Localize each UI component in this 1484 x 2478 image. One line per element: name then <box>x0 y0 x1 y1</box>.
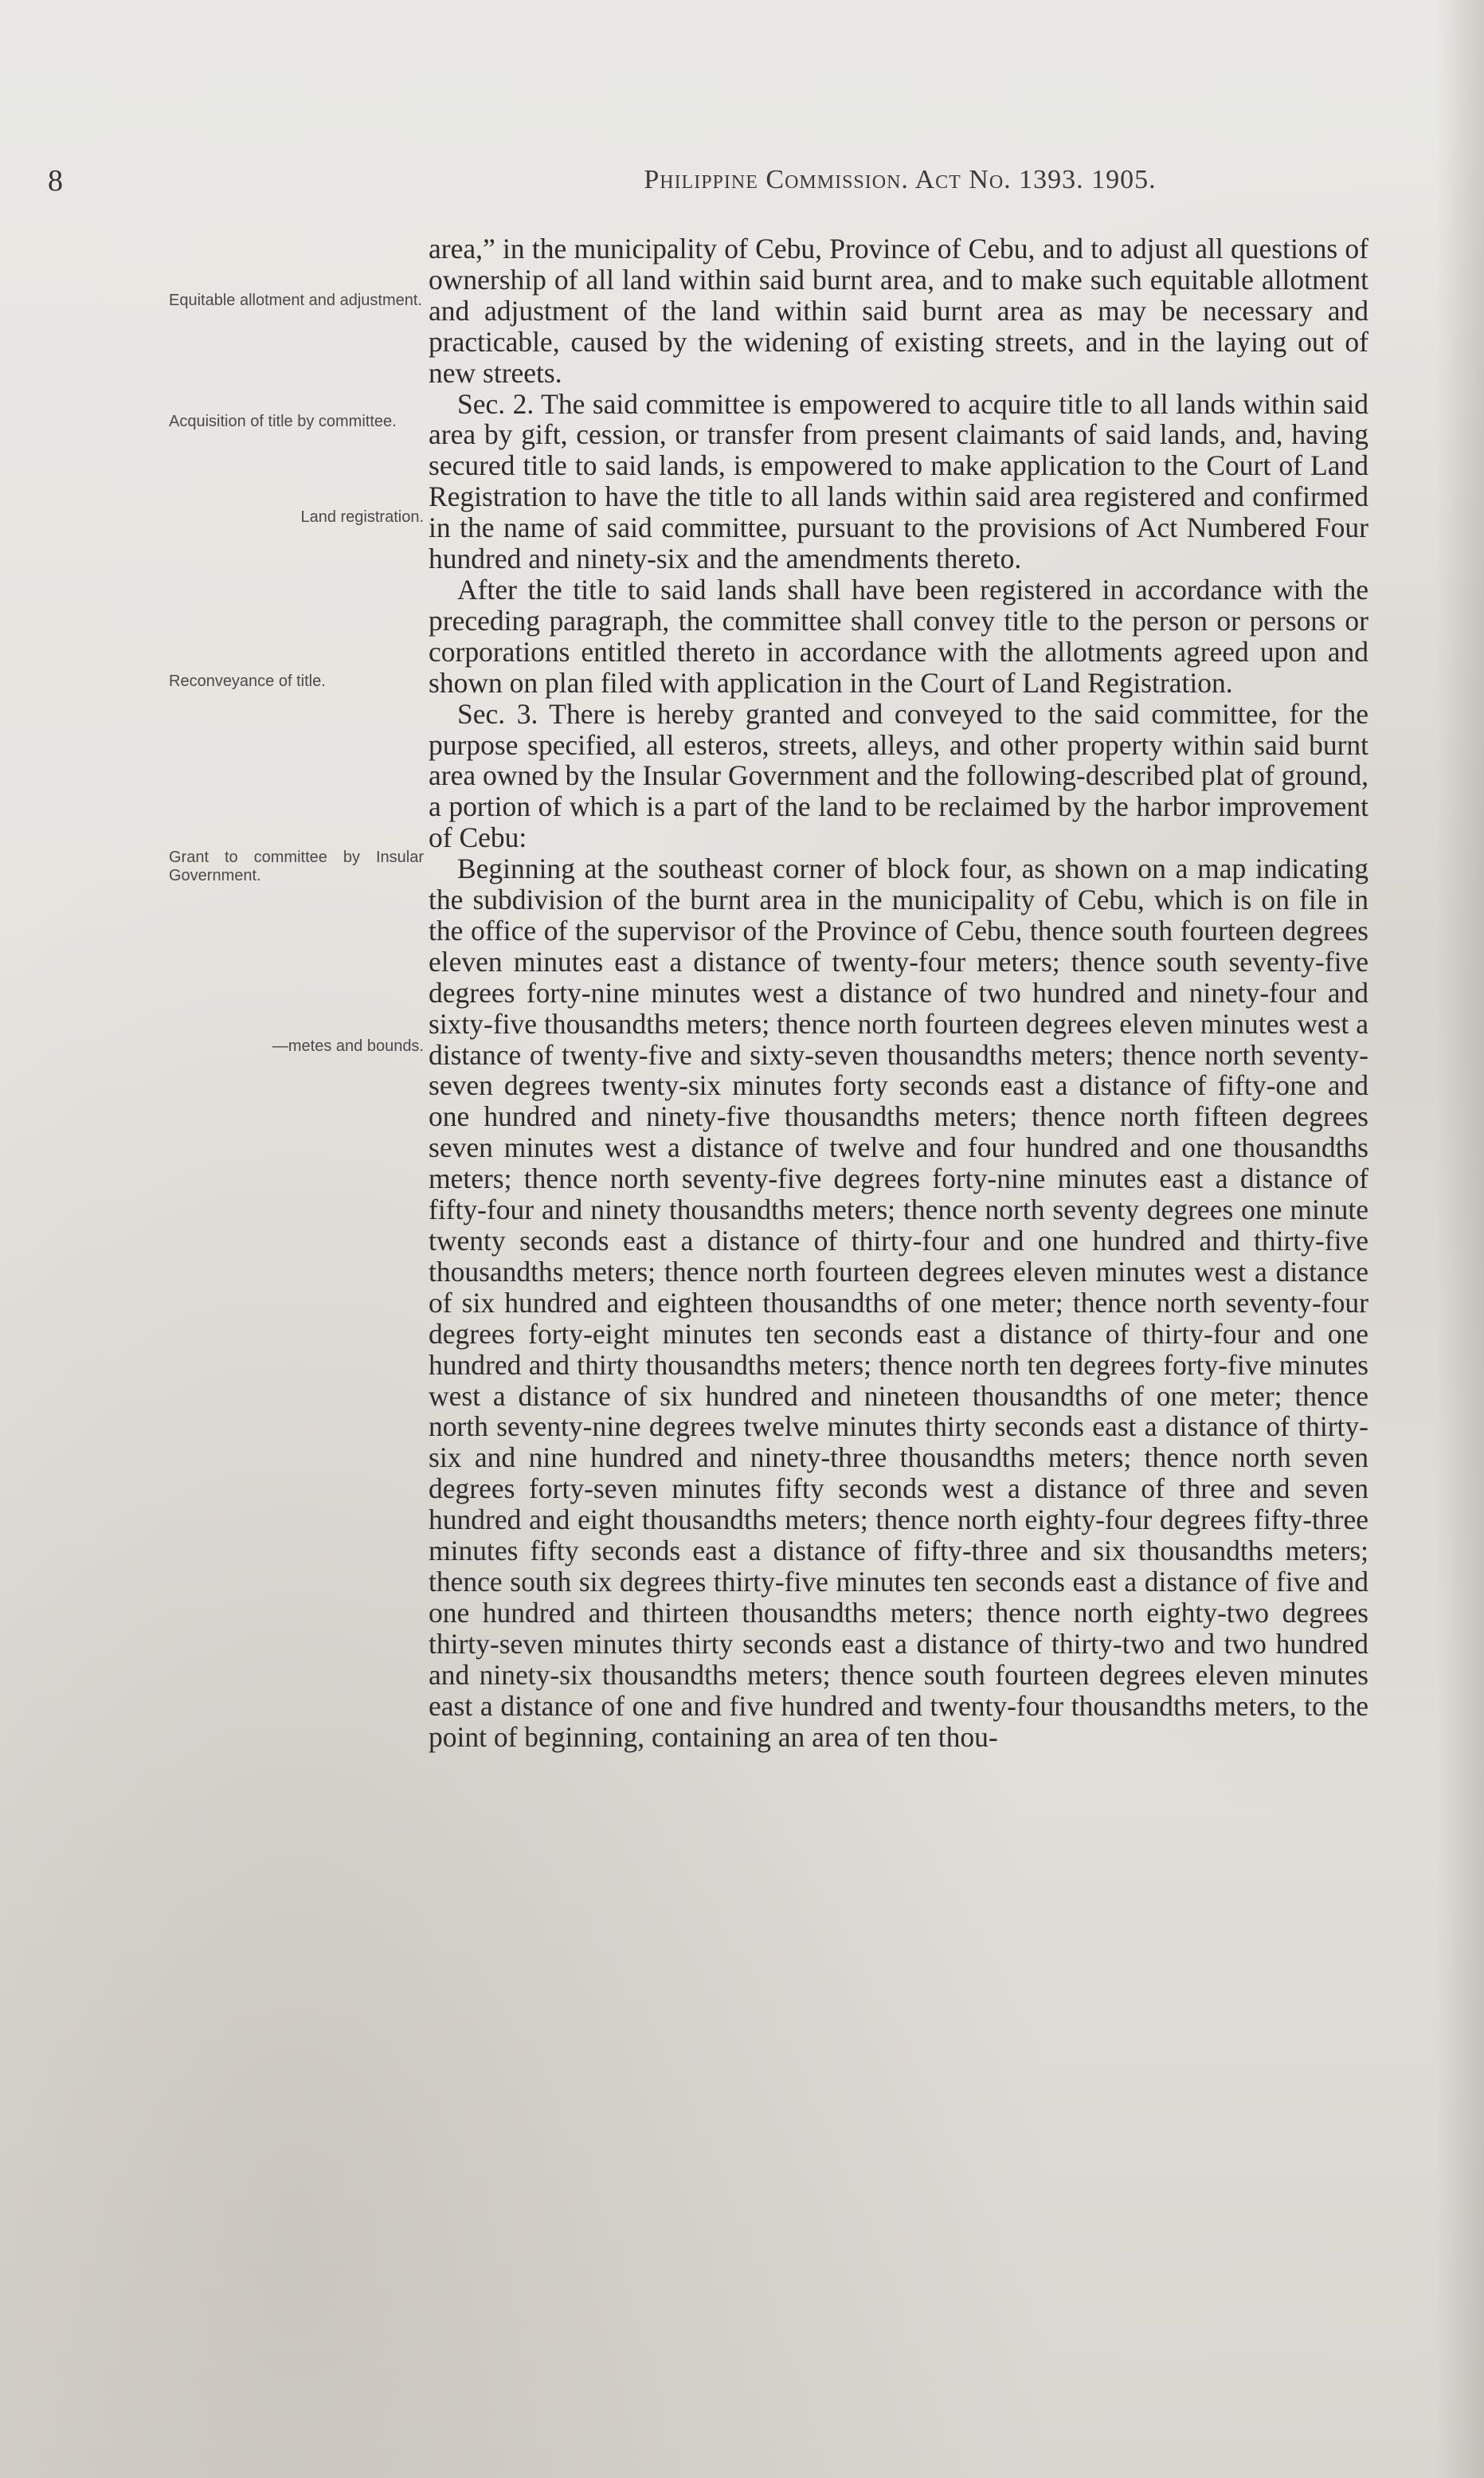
margin-note-land-registration: Land registration. <box>300 508 424 526</box>
paragraph-sec-3: Sec. 3. There is hereby granted and conveyed to the said committee, for the purpose specified, all esteros, streets, alleys, and other property within said burnt area owned by the Insular Government and the following-described plat of ground, a portion of which is a part of the land to be reclaimed by the harbor improvement of Cebu: <box>429 697 1368 854</box>
margin-note-grant-to-committee: Grant to committee by Insular Government. <box>169 849 424 884</box>
margin-note-equitable-allotment: Equitable allotment and adjustment. <box>169 292 422 309</box>
act-body-text <box>429 233 1368 1752</box>
binding-shadow <box>1436 0 1484 2478</box>
page-number: 8 <box>48 164 63 198</box>
margin-note-reconveyance: Reconveyance of title. <box>169 672 326 690</box>
margin-note-metes-and-bounds: —metes and bounds. <box>272 1037 424 1055</box>
paragraph-sec-2: Sec. 2. The said committee is empowered to acquire title to all lands within said area by gift, cession, or transfer from present claimants of said lands, and, having secured title to said lands, is empowered to make application to the Court of Land Registration to have the title to all lands within said area registered and confirmed in the name of said committee, pursuant to the provisions of Act Numbered Four hundred and ninety-six and the amendments thereto. <box>429 387 1368 575</box>
running-head: Philippine Commission. Act No. 1393. 1905. <box>644 165 1157 194</box>
paragraph-sec-1-continued: area,” in the municipality of Cebu, Province of Cebu, and to adjust all questions of ownership of all land within said burnt area, and to make such equitable allotment and adjustment of the land within said burnt area as may be necessary and practicable, caused by the widening of existing streets, and in the laying out of new streets. <box>429 233 1368 389</box>
paragraph-reconveyance: After the title to said lands shall have been registered in accordance with the preceding paragraph, the committee shall convey title to the person or persons or corporations entitled thereto in accordance with the allotments agreed upon and shown on plan filed with application in the Court of Land Registration. <box>429 573 1368 699</box>
margin-note-acquisition-of-title: Acquisition of title by committee. <box>169 413 397 430</box>
paragraph-metes-and-bounds: Beginning at the southeast corner of block four, as shown on a map indicating the subdivision of the burnt area in the municipality of Cebu, which is on file in the office of the supervisor of the Province of Cebu, thence south fourteen degrees eleven minutes east a distance of twenty-four meters; thence south seventy-five degrees forty-nine minutes west a distance of two hundred and ninety-four and sixty-five thousandths meters; thence north fourteen degrees eleven minutes west a distance of twenty-five and sixty-seven thousandths meters; thence north seventy-seven degrees twenty-six minutes forty seconds east a distance of fifty-one and one hundred and ninety-five thousandths meters; thence north fifteen degrees seven minutes west a distance of twelve and four hundred and one thousandths meters; thence north seventy-five degrees forty-nine minutes east a distance of fifty-four and ninety thousandths meters; thence north seventy degrees one minute twenty seconds east a distance of thirty-four and one hundred and thirty-five thousandths meters; thence north fourteen degrees eleven minutes west a distance of six hundred and eighteen thousandths of one meter; thence north seventy-four degrees forty-eight minutes ten seconds east a distance of thirty-four and one hundred and thirty thousandths meters; thence north ten degrees forty-five minutes west a distance of six hundred and nineteen thousandths of one meter; thence north seventy-nine degrees twelve minutes thirty seconds east a distance of thirty-six and nine hundred and ninety-three thousandths meters; thence north seven degrees forty-seven minutes fifty seconds west a distance of three and seven hundred and eight thousandths meters; thence north eighty-four degrees fifty-three minutes fifty seconds east a distance of fifty-three and six thousandths meters; thence south six degrees thirty-five minutes ten seconds east a distance of five and one hundred and thirteen thousandths meters; thence north eighty-two degrees thirty-seven minutes thirty seconds east a distance of thirty-two and two hundred and ninety-six thousandths meters; thence south fourteen degrees eleven minutes east a distance of one and five hundred and twenty-four thousandths meters, to the point of beginning, containing an area of ten thou- <box>429 853 1368 1753</box>
